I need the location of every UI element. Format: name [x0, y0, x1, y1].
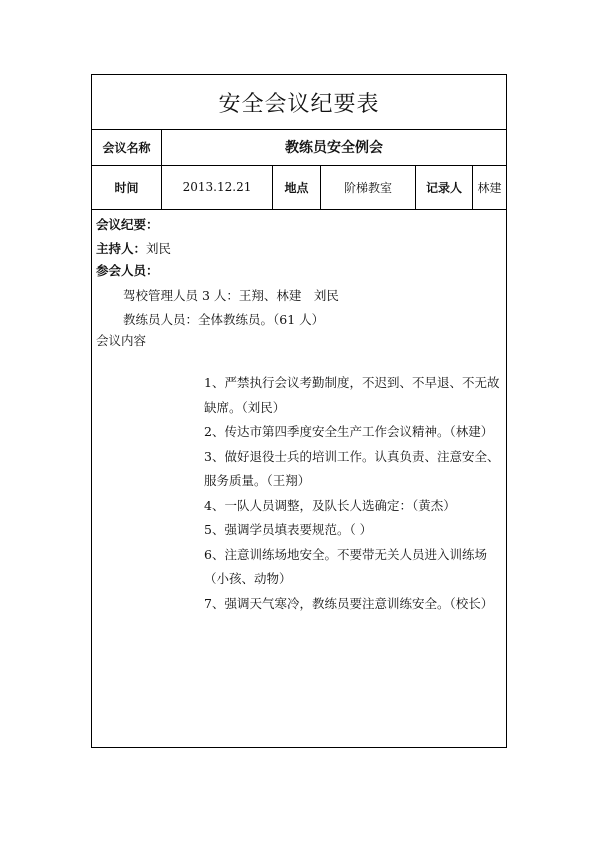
agenda-list: [204, 371, 504, 616]
time-label: 时间: [114, 180, 139, 195]
attendees-management: 驾校管理人员 3 人：王翔、林建 刘民: [123, 288, 339, 303]
title-row: [92, 75, 506, 130]
form-title: 安全会议纪要表: [218, 91, 380, 117]
host-line: [96, 239, 171, 257]
meeting-name-value-cell: [162, 129, 506, 165]
recorder-value-cell: [473, 165, 506, 209]
time-value: 2013.12.21: [182, 180, 252, 194]
content-label: 会议内容: [96, 333, 147, 348]
host-value: 刘民: [146, 241, 172, 256]
agenda-item: 4、一队人员调整，及队长人选确定：（黄杰）: [204, 497, 456, 513]
attendees-coaches: 教练员人员：全体教练员。（61 人）: [123, 312, 325, 327]
agenda-item: 6、注意训练场地安全。不要带无关人员进入训练场（小孩、动物）: [204, 546, 487, 586]
meeting-name-label: 会议名称: [102, 140, 151, 155]
agenda-item: 7、强调天气寒冷，教练员要注意训练安全。（校长）: [204, 595, 494, 611]
place-value: 阶梯教室: [343, 180, 392, 195]
place-value-cell: [321, 165, 416, 209]
recorder-label: 记录人: [425, 180, 462, 195]
meeting-name-label-cell: [92, 129, 162, 165]
agenda-item: 2、传达市第四季度安全生产工作会议精神。（林建）: [204, 424, 494, 439]
host-label: 主持人：: [96, 241, 147, 256]
recorder-value: 林建: [477, 180, 502, 195]
attendees-label: 参会人员：: [96, 263, 159, 278]
time-value-cell: [162, 165, 273, 209]
recorder-label-cell: [416, 165, 473, 209]
time-label-cell: [92, 165, 162, 209]
meeting-minutes-form: [91, 74, 507, 748]
meeting-meta-row: [92, 165, 506, 210]
minutes-heading: 会议纪要：: [96, 217, 159, 232]
meeting-name-row: [92, 129, 506, 166]
agenda-item: 1、严禁执行会议考勤制度，不迟到、不早退、不无故缺席。（刘民）: [204, 375, 500, 415]
place-label: 地点: [284, 180, 309, 195]
minutes-body: [92, 209, 506, 747]
agenda-item: 3、做好退役士兵的培训工作。认真负责、注意安全、服务质量。（王翔）: [204, 448, 500, 488]
meeting-name-value: 教练员安全例会: [285, 140, 383, 156]
place-label-cell: [273, 165, 321, 209]
agenda-item: 5、强调学员填表要规范。（ ）: [204, 522, 373, 537]
